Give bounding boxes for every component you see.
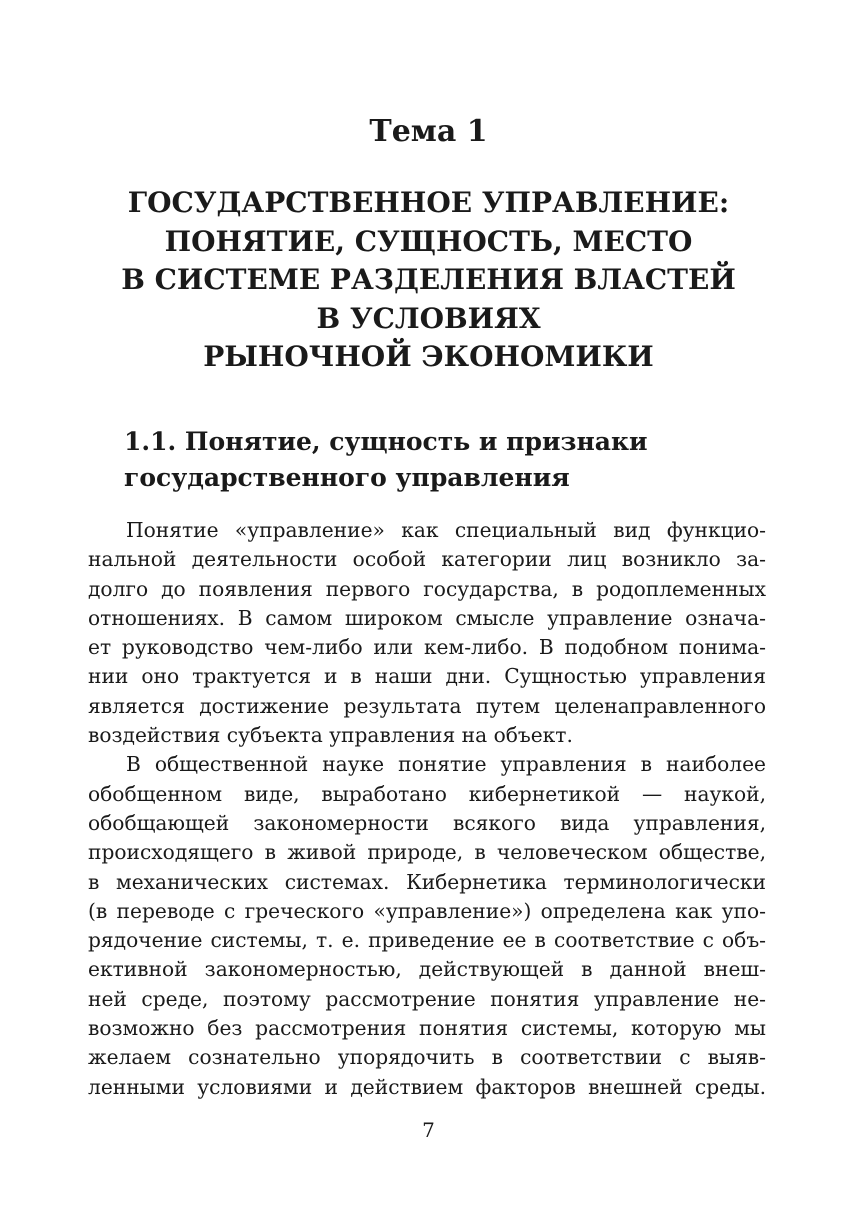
text-line: обобщенном виде, выработано кибернетикой — наукой, xyxy=(88,781,766,806)
section-title-line: государственного управления xyxy=(124,463,570,492)
text-line: В общественной науке понятие управления в наиболее xyxy=(126,752,766,777)
chapter-title-line: В СИСТЕМЕ РАЗДЕЛЕНИЯ ВЛАСТЕЙ xyxy=(121,263,736,296)
text-line: (в переводе с греческого «управление») определена как упо- xyxy=(88,898,766,923)
page-number: 7 xyxy=(422,1118,435,1142)
text-line: желаем сознательно упорядочить в соответствии с выяв- xyxy=(88,1045,766,1070)
text-line: нии оно трактуется и в наши дни. Сущностью управления xyxy=(88,664,766,689)
text-line: в механических системах. Кибернетика терминологически xyxy=(88,869,766,894)
chapter-title-line: В УСЛОВИЯХ xyxy=(316,301,541,335)
chapter-title xyxy=(60,184,797,377)
text-line: происходящего в живой природе, в человеческом обществе, xyxy=(88,840,766,865)
text-line: обобщающей закономерности всякого вида управления, xyxy=(88,810,766,835)
section-title-line: 1.1. Понятие, сущность и признаки xyxy=(124,427,648,456)
section-title xyxy=(124,424,804,496)
chapter-title-line: ПОНЯТИЕ, СУЩНОСТЬ, МЕСТО xyxy=(164,224,693,258)
text-line: долго до появления первого государства, в родоплеменных xyxy=(88,576,766,601)
paragraph xyxy=(88,516,766,750)
paragraph xyxy=(88,750,766,1102)
text-line: ет руководство чем-либо или кем-либо. В подобном понима- xyxy=(88,635,766,660)
text-line: ективной закономерностью, действующей в данной внеш- xyxy=(88,957,766,982)
text-line: нальной деятельности особой категории лиц возникло за- xyxy=(88,547,766,572)
chapter-title-line: ГОСУДАРСТВЕННОЕ УПРАВЛЕНИЕ: xyxy=(127,186,730,219)
text-line: ленными условиями и действием факторов внешней среды. xyxy=(88,1074,766,1099)
chapter-title-line: РЫНОЧНОЙ ЭКОНОМИКИ xyxy=(203,340,654,373)
text-line: является достижение результата путем целенаправленного xyxy=(88,693,766,718)
body-text xyxy=(88,516,766,1102)
text-line: воздействия субъекта управления на объект. xyxy=(88,723,573,748)
text-line: Понятие «управление» как специальный вид функцио- xyxy=(126,518,766,542)
text-line: возможно без рассмотрения понятия системы, которую мы xyxy=(88,1016,766,1041)
text-line: рядочение системы, т. е. приведение ее в соответствие с объ- xyxy=(88,928,766,953)
theme-label: Тема 1 xyxy=(369,114,488,149)
text-line: отношениях. В самом широком смысле управление означа- xyxy=(88,605,766,630)
text-line: ней среде, поэтому рассмотрение понятия управление не- xyxy=(88,986,766,1011)
